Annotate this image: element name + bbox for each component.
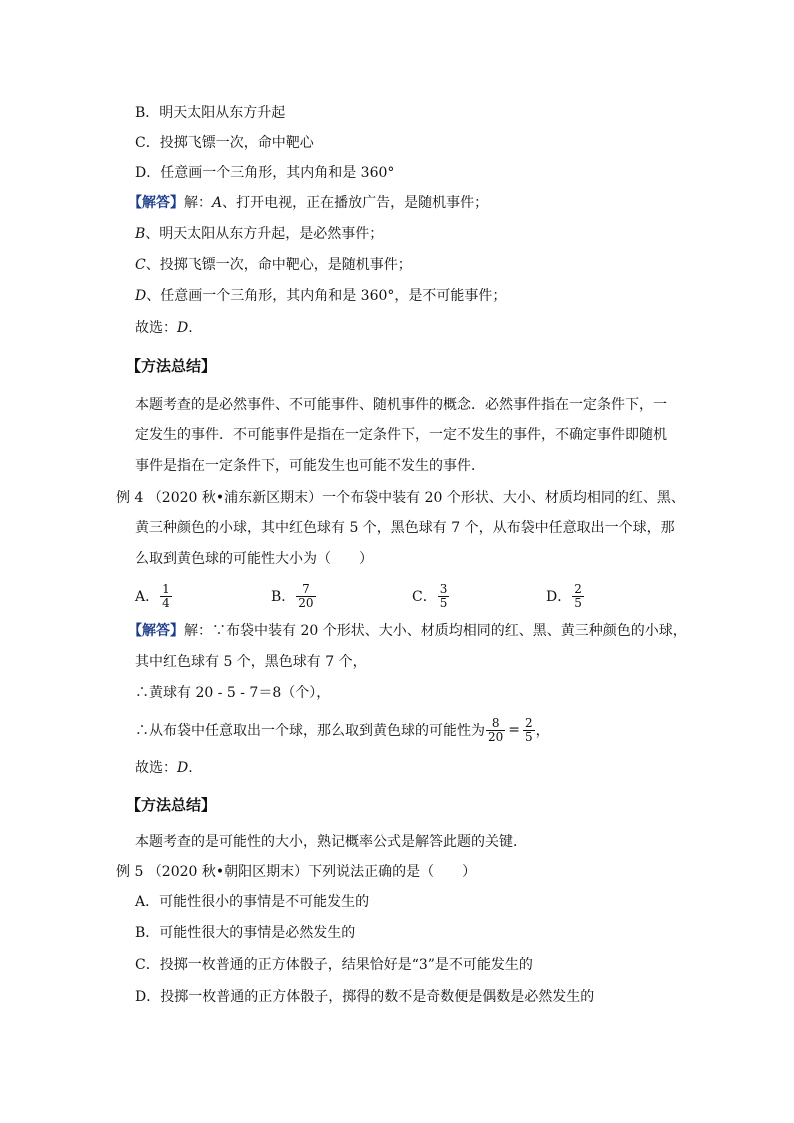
section-heading: 【方法总结】 [126,357,217,375]
solution-tag: 【解答】 [128,623,184,639]
option-a: A．可能性很小的事情是不可能发生的 [135,894,370,910]
solution-line: 【解答】解：∵布袋中装有 20 个形状、大小、材质均相同的红、黑、黄三种颜色的小球， [128,623,687,639]
solution-line: ∴从布袋中任意取出一个球，那么取到黄色球的可能性为 $\frac{8}{20}$ = $\frac{2}{5}$ ， [135,715,550,744]
solution-line: 其中红色球有 5 个，黑色球有 7 个， [135,654,367,670]
solution-line: D、任意画一个三角形，其内角和是 360°，是不可能事件； [135,288,507,304]
solution-line: C、投掷飞镖一次，命中靶心，是随机事件； [135,257,412,273]
fraction: $\frac{2}{5}$ [574,581,582,610]
option-d: D． $\frac{2}{5}$ [546,581,582,610]
answer-line: 故选：D. [135,320,193,336]
question-text: 么取到黄色球的可能性大小为（ ） [135,551,373,567]
fraction: $\frac{7}{20}$ [298,581,314,610]
option-d: D．投掷一枚普通的正方体骰子，掷得的数不是奇数便是偶数是必然发生的 [135,989,595,1005]
fraction: $\frac{3}{5}$ [439,581,448,610]
option-d: D．任意画一个三角形，其内角和是 360° [135,165,395,181]
summary-text: 事件是指在一定条件下，可能发生也可能不发生的事件． [135,458,485,474]
option-b: B． $\frac{7}{20}$ [271,581,314,610]
option-c: C． $\frac{3}{5}$ [412,581,448,610]
option-b: B．可能性很大的事情是必然发生的 [135,925,356,941]
option-c: C．投掷一枚普通的正方体骰子，结果恰好是“3”是不可能发生的 [135,957,533,973]
section-heading: 【方法总结】 [126,796,217,814]
answer-line: 故选：D. [135,760,193,776]
option-c: C．投掷飞镖一次，命中靶心 [135,135,314,151]
solution-line: 【解答】解：A、打开电视，正在播放广告，是随机事件； [128,195,489,211]
fraction: $\frac{2}{5}$ [525,715,533,744]
solution-tag: 【解答】 [128,195,184,211]
solution-line: ∴黄球有 20 - 5 - 7＝8（个）， [135,685,331,701]
question-text: 例 5 （2020 秋•朝阳区期末）下列说法正确的是（ ） [116,864,477,880]
question-text: 例 4 （2020 秋•浦东新区期末）一个布袋中装有 20 个形状、大小、材质均相同的红、黑、 [116,490,685,506]
fraction: $\frac{1}{4}$ [162,581,170,610]
option-a: A． $\frac{1}{4}$ [135,581,170,610]
question-text: 黄三种颜色的小球，其中红色球有 5 个，黑色球有 7 个，从布袋中任意取出一个球，那 [135,520,675,536]
fraction: $\frac{8}{20}$ [488,715,504,744]
summary-text: 本题考查的是可能性的大小，熟记概率公式是解答此题的关键． [135,834,527,850]
option-b: B．明天太阳从东方升起 [135,105,286,121]
summary-text: 本题考查的是必然事件、不可能事件、随机事件的概念．必然事件指在一定条件下，一 [135,397,667,413]
solution-line: B、明天太阳从东方升起，是必然事件； [135,226,384,242]
summary-text: 定发生的事件．不可能事件是指在一定条件下，一定不发生的事件，不确定事件即随机 [135,427,667,443]
